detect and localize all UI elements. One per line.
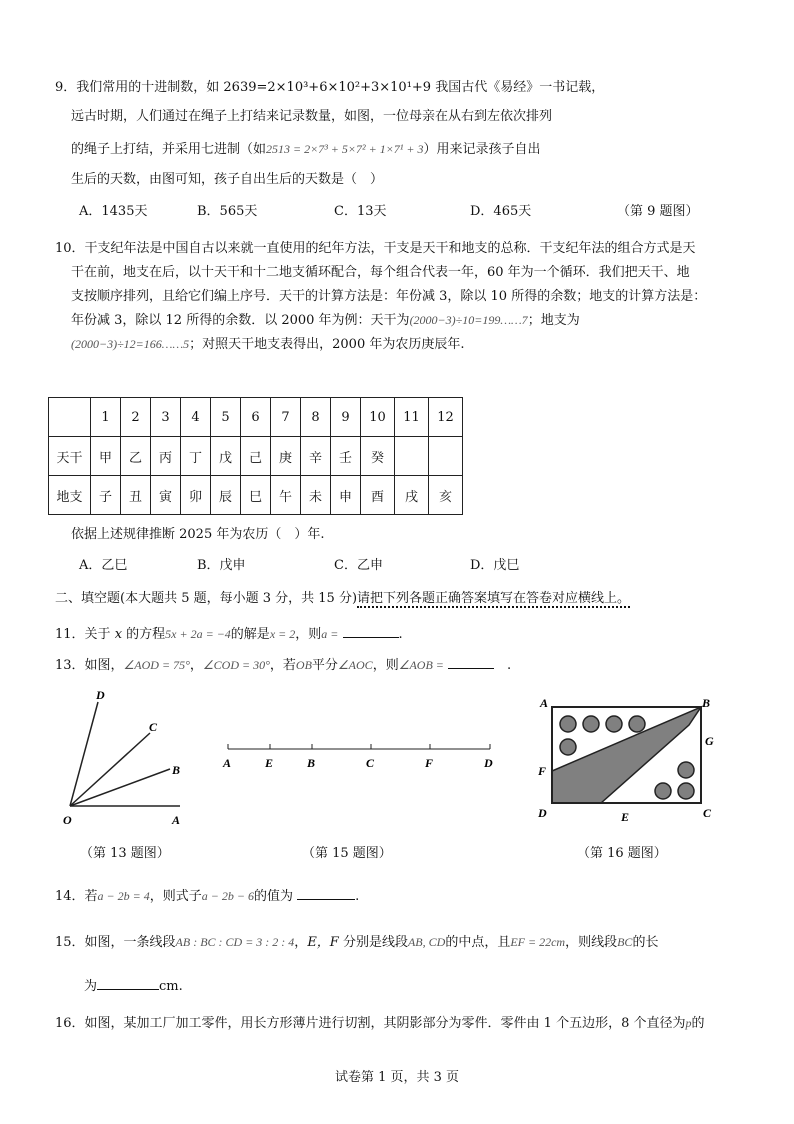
q16-line-1: [55, 1014, 705, 1033]
q10-line-4-text-b: ；地支为: [527, 313, 580, 328]
circle: [678, 762, 694, 778]
q13-angle-cod: ∠COD = 30°: [202, 658, 270, 672]
table-cell: 午: [271, 476, 301, 515]
q10-question: 依据上述规律推断 2025 年为农历（ ）年.: [71, 527, 325, 542]
q13-text-c: ，若: [269, 658, 296, 673]
q13: [55, 656, 511, 675]
q10-line-5: [71, 335, 464, 354]
q9-line-2: 远古时期，人们通过在绳子上打结来记录数量，如图，一位母亲在从右到左依次排列: [71, 109, 553, 124]
table-cell: 酉: [361, 476, 395, 515]
table-cell: 寅: [151, 476, 181, 515]
q10-option-d: D．戊巳: [470, 558, 520, 573]
q13-angle-aob: ∠AOB =: [398, 658, 444, 672]
q11-equation: 5x + 2a = −4: [165, 627, 231, 641]
table-cell: 7: [271, 398, 301, 437]
q14-answer-blank[interactable]: [297, 887, 355, 900]
figure-13-angles: [58, 685, 198, 830]
table-row: [49, 476, 463, 515]
table-cell: [49, 398, 91, 437]
q15-ef-length: EF = 22cm: [510, 935, 566, 949]
table-cell: 10: [361, 398, 395, 437]
label-a: A: [540, 696, 549, 710]
q14-expression: a − 2b − 6: [201, 889, 254, 903]
figure-15-segment: [220, 735, 500, 775]
q16-text-a: 16．如图，某加工厂加工零件，用长方形薄片进行切割，其阴影部分为零件．零件由 1 个五边形，8 个直径为: [55, 1016, 686, 1031]
q13-angle-aod: ∠AOD = 75°: [123, 658, 190, 672]
table-cell: 未: [301, 476, 331, 515]
q9-option-c: C．13天: [334, 204, 387, 219]
q11-text-a: 11．关于: [55, 627, 115, 642]
q10-option-a: A．乙巳: [79, 558, 128, 573]
table-row: [49, 398, 463, 437]
q9-line-3-text-b: ）用来记录孩子自出: [423, 142, 541, 157]
q15-segments: AB, CD: [407, 935, 446, 949]
q13-end: .: [507, 658, 512, 673]
q9-figure-caption: （第 9 题图）: [617, 204, 699, 219]
label-c: C: [703, 806, 712, 820]
q14-text-a: 14．若: [55, 889, 98, 904]
label-b: B: [307, 756, 316, 770]
table-cell: 丙: [151, 437, 181, 476]
table-cell: 3: [151, 398, 181, 437]
table-cell: 6: [241, 398, 271, 437]
label-d: D: [538, 806, 547, 820]
table-cell: 戌: [395, 476, 429, 515]
table-cell: 卯: [181, 476, 211, 515]
ray-ob: [70, 769, 170, 806]
circle: [606, 716, 622, 732]
figure-13-caption: （第 13 题图）: [80, 846, 170, 861]
label-e: E: [621, 810, 630, 824]
figure-15-caption: （第 15 题图）: [302, 846, 392, 861]
q15-text-b: ，: [294, 935, 308, 950]
q9-option-a: A．1435天: [79, 204, 148, 219]
ganzhi-table: [48, 397, 463, 515]
table-cell: 申: [331, 476, 361, 515]
q9-line-3: [71, 140, 541, 159]
q13-text-e: ，则: [372, 658, 399, 673]
q10-line-4: [71, 311, 580, 330]
circle: [629, 716, 645, 732]
q10-line-4-text-a: 年份减 3，除以 12 所得的余数．以 2000 年为例：天干为: [71, 313, 410, 328]
table-cell: 1: [91, 398, 121, 437]
q15-answer-blank[interactable]: [97, 977, 159, 990]
q11-text-d: ，则: [295, 627, 322, 642]
q10-dizhi-formula: (2000−3)÷12=166……5: [71, 337, 190, 351]
figure-16-rectangle: [535, 695, 725, 825]
q15-line-2: [84, 977, 183, 996]
q13-answer-blank[interactable]: [448, 656, 494, 669]
label-f: F: [425, 756, 434, 770]
table-cell: 甲: [91, 437, 121, 476]
table-cell: 亥: [429, 476, 463, 515]
circle: [583, 716, 599, 732]
table-cell: 辛: [301, 437, 331, 476]
q15-line-2-a: 为: [84, 979, 98, 994]
circle: [560, 716, 576, 732]
q11-ask: a =: [321, 627, 339, 641]
table-cell: [395, 437, 429, 476]
table-cell: 庚: [271, 437, 301, 476]
q15-text-a: 15．如图，一条线段: [55, 935, 176, 950]
label-c: C: [149, 720, 158, 734]
table-cell: 11: [395, 398, 429, 437]
q13-text-a: 13．如图，: [55, 658, 124, 673]
label-e: E: [265, 756, 274, 770]
table-cell: 8: [301, 398, 331, 437]
q9-formula: 2513 = 2×7³ + 5×7² + 1×7¹ + 3: [266, 142, 424, 156]
table-cell: 丁: [181, 437, 211, 476]
label-f: F: [538, 764, 547, 778]
table-cell: 9: [331, 398, 361, 437]
label-o: O: [63, 813, 72, 827]
q9-line-1: 9．我们常用的十进制数，如 2639=2×10³+6×10²+3×10¹+9 我国古代《易经》一书记载，: [55, 80, 605, 95]
label-d: D: [484, 756, 493, 770]
table-cell: 5: [211, 398, 241, 437]
q16-diameter-p: p: [685, 1016, 692, 1030]
q10-line-1: 10．干支纪年法是中国自古以来就一直使用的纪年方法，干支是天干和地支的总称．干支纪年法的组合方式是天: [55, 241, 696, 256]
table-cell: [429, 437, 463, 476]
q13-text-b: ，: [189, 658, 203, 673]
ray-oc: [70, 733, 150, 806]
q11-text-b: 的方程: [122, 627, 166, 642]
q14-condition: a − 2b = 4: [97, 889, 150, 903]
q13-text-d: 平分: [311, 658, 338, 673]
q13-ray-ob: OB: [295, 658, 312, 672]
circle: [678, 783, 694, 799]
q9-option-b: B．565天: [197, 204, 258, 219]
table-cell: 癸: [361, 437, 395, 476]
q15-ratio: AB : BC : CD = 3 : 2 : 4: [175, 935, 295, 949]
page-footer: 试卷第 1 页，共 3 页: [334, 1070, 460, 1085]
q14-end: .: [355, 889, 360, 904]
q15-points-ef: E，F: [307, 935, 339, 950]
label-a: A: [172, 813, 181, 827]
q9-line-4: 生后的天数，由图可知，孩子自出生后的天数是（ ）: [71, 172, 384, 187]
q10-line-2: 干在前，地支在后，以十天干和十二地支循环配合，每个组合代表一年，60 年为一个循环．我们把天干、地: [71, 265, 690, 280]
q11-end: .: [398, 627, 403, 642]
table-cell: 巳: [241, 476, 271, 515]
q10-option-c: C．乙申: [334, 558, 383, 573]
q10-tiangan-formula: (2000−3)÷10=199……7: [409, 313, 528, 327]
circle: [560, 739, 576, 755]
q11-answer-blank[interactable]: [343, 625, 399, 638]
table-cell: 乙: [121, 437, 151, 476]
label-c: C: [366, 756, 375, 770]
figure-16-caption: （第 16 题图）: [577, 846, 667, 861]
table-cell: 己: [241, 437, 271, 476]
q10-line-3: 支按顺序排列，且给它们编上序号．天干的计算方法是：年份减 3，除以 10 所得的余数；地支的计算方法是：: [71, 289, 707, 304]
table-cell: 辰: [211, 476, 241, 515]
circle: [655, 783, 671, 799]
q15-text-c: 分别是线段: [338, 935, 408, 950]
label-b: B: [172, 763, 181, 777]
q13-angle-aoc: ∠AOC: [337, 658, 373, 672]
table-cell: 4: [181, 398, 211, 437]
q15-text-d: 的中点，且: [445, 935, 511, 950]
q11-text-c: 的解是: [230, 627, 270, 642]
table-cell: 12: [429, 398, 463, 437]
q14-text-b: ，则式子: [149, 889, 202, 904]
q15-line-1: [55, 933, 658, 952]
label-a: A: [223, 756, 232, 770]
table-cell: 戊: [211, 437, 241, 476]
q15-text-f: 的长: [632, 935, 659, 950]
table-cell: 地支: [49, 476, 91, 515]
label-d: D: [96, 688, 105, 702]
q11: [55, 625, 403, 644]
label-g: G: [705, 734, 714, 748]
section-2-heading: [55, 590, 630, 608]
q10-option-b: B．戊申: [197, 558, 246, 573]
q15-bc: BC: [617, 935, 633, 949]
q15-text-e: ，则线段: [565, 935, 618, 950]
table-cell: 壬: [331, 437, 361, 476]
q10-line-5-text: ；对照天干地支表得出，2000 年为农历庚辰年.: [189, 337, 465, 352]
q9-option-d: D．465天: [470, 204, 532, 219]
table-cell: 丑: [121, 476, 151, 515]
section-2-title: 二、填空题(本大题共 5 题，每小题 3 分，共 15 分): [55, 591, 358, 606]
ray-od: [70, 702, 98, 806]
table-cell: 2: [121, 398, 151, 437]
q14-text-c: 的值为: [253, 889, 293, 904]
section-2-instruction: 请把下列各题正确答案填写在答卷对应横线上。: [357, 591, 631, 606]
q11-variable-x: x: [114, 627, 123, 642]
q9-line-3-text-a: 的绳子上打结，并采用七进制（如: [71, 142, 267, 157]
q15-line-2-b: cm.: [159, 979, 183, 994]
table-cell: 子: [91, 476, 121, 515]
table-row: [49, 437, 463, 476]
table-cell: 天干: [49, 437, 91, 476]
q14: [55, 887, 359, 906]
q16-text-b: 的: [691, 1016, 705, 1031]
q11-solution: x = 2: [269, 627, 296, 641]
label-b: B: [702, 696, 711, 710]
